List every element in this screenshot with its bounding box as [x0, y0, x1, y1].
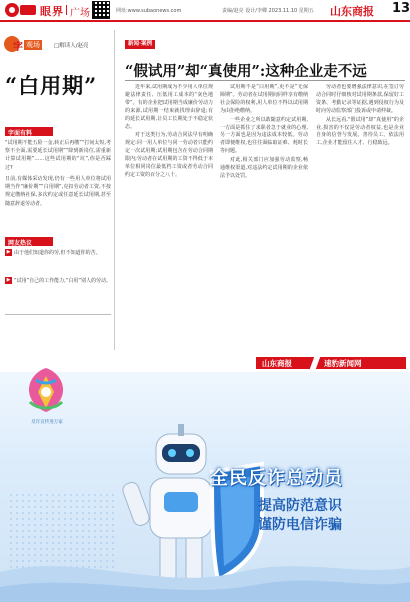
paper-name: 山东商报	[330, 5, 374, 18]
editor-meta: 责编/赵亮 设计/李卿 2023.11.10 星期五	[222, 8, 314, 14]
article-paragraph: 从长远看,“假试用”却“真使用”的企业,损害的不仅是劳动者权益,也是企业自身的信誉与发展。善待员工、依法用工,企业才能留住人才、行稳致远。	[316, 116, 404, 147]
brand-separator	[66, 5, 67, 15]
logo-caption: 反诈宣传进万家	[31, 420, 63, 425]
brand-logo-icon	[4, 2, 38, 18]
headline-rule	[125, 80, 405, 81]
article-headline: “假试用”却“真使用”:这种企业走不远	[125, 63, 367, 80]
brand-block	[0, 0, 110, 20]
poster-title: 全民反诈总动员	[210, 468, 343, 489]
column-author: □解读人/赵亮	[54, 43, 89, 49]
quote-text: 由于他们知道你的劳,但不知道你的苦。	[14, 250, 101, 256]
poster-subtitle-1: 提高防范意识	[258, 498, 342, 514]
netizen-quote	[5, 277, 111, 285]
anti-fraud-poster	[0, 352, 410, 602]
article-paragraph: 一些企业之所以敢随意约定试用期,一方面是抓住了求职者急于就业的心理,另一方面也是因为违法成本较低。劳动者即便维权,也往往面临取证难、耗时长等问题。	[220, 116, 308, 155]
divider	[5, 314, 111, 315]
page-header	[0, 0, 410, 22]
comment-icon: ▶	[6, 249, 11, 255]
left-paragraph-1: “试用期不能五险一金,转正后再缴”“打间太短,考察不全面,需要延长试用期”“降到新岗位,需重新计算试用期”……这些试用期的“坑”,你是否踩过?	[5, 140, 111, 171]
quote-text: “试用”自己的工作能力,“白用”别人的劳动。	[14, 278, 111, 284]
page-number: 13	[392, 1, 410, 16]
sponsor-b: 速豹新闻网	[324, 359, 362, 368]
poster-sponsor-bar	[256, 357, 406, 369]
article-paragraph: 对此,相关部门应加强劳动监察,畅通维权渠道,对违法约定试用期的企业依法予以处罚。	[220, 157, 308, 179]
qr-code-icon	[92, 1, 110, 19]
sponsor-separator	[310, 357, 320, 369]
left-column	[0, 24, 113, 374]
article-paragraph: 试用期不是“白用期”,更不是“无保障期”。劳动者在试用期间同样享有缴纳社会保险的权利,用人单位不得以试用期为由拒绝缴纳。	[220, 84, 308, 114]
article-paragraph: 对于这类行为,劳动合同法早有明确规定:同一用人单位与同一劳动者只能约定一次试用期;试用期包含在劳动合同期限内;劳动者在试用期的工资不得低于本单位相同岗位最低档工资或者劳动合同约定工资的百分之八十。	[125, 132, 213, 178]
left-paragraph-2: 日前,有媒体采访发现,仍有一些用人单位将试用期当作“廉价期”“白用期”,克扣劳动者工资,不按规定缴纳社保,多次约定或任意延长试用期,甚至随意辞退劳动者。	[5, 176, 111, 207]
column-tag-sub: 观场	[26, 41, 40, 49]
column-tag	[4, 36, 114, 52]
sponsor-a: 山东商报	[262, 359, 292, 368]
section-label-netizen: 网友热议	[5, 237, 53, 246]
article-column-2	[220, 84, 308, 346]
article-paragraph: 劳动者也要增强法律意识,在签订劳动合同时仔细核对试用期条款,保留好工资条、考勤记录等证据,遇到侵权行为及时向劳动监察部门投诉或申请仲裁。	[316, 84, 404, 114]
column-title: “白用期”	[5, 73, 98, 98]
paper-short-name: 眼界	[40, 5, 64, 18]
article-tag: 新闻·案例	[125, 40, 155, 49]
section-name: 广场	[70, 8, 90, 19]
website-url: 网址:www.subaonews.com	[116, 8, 182, 14]
poster-wave-decoration	[0, 542, 410, 602]
column-tag-name: 字	[13, 42, 23, 53]
comment-icon: ▶	[6, 277, 11, 283]
section-label-literal: 字面有料	[5, 127, 53, 136]
netizen-quote	[5, 249, 111, 257]
poster-subtitle-2: 谨防电信诈骗	[258, 517, 342, 533]
article-column-1	[125, 84, 213, 346]
article-paragraph: 近年来,试用期成为不少用人单位规避法律责任、压低用工成本的“灰色地带”。有的企业把试用期当成廉价劳动力的来源,试用期一结束就找理由辞退;有的延长试用期,让员工长期处于不稳定状态。	[125, 84, 213, 130]
anti-fraud-logo-icon	[16, 362, 76, 422]
article-column-3	[316, 84, 404, 346]
column-divider	[114, 30, 115, 350]
